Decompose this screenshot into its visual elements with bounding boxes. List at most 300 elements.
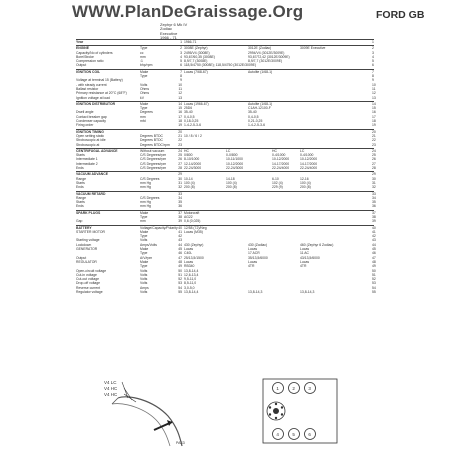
spec-cell-l: Cut-in voltage — [76, 272, 97, 277]
spec-cell-a: 22-24/3000 — [184, 166, 202, 171]
spec-cell-l: Starts — [76, 180, 85, 185]
spec-cell-r: 18 — [372, 119, 376, 124]
spec-cell-b: 0-0/800 — [226, 153, 238, 158]
spec-cell-l: IGNITION TIMING — [76, 129, 104, 134]
diagram-label: V4 LC — [104, 380, 117, 385]
spec-cell-l: Output — [76, 63, 87, 68]
cylinder-number: 3 — [308, 385, 311, 391]
spec-cell-u: mm — [140, 114, 146, 119]
cylinder-number: 1 — [276, 385, 279, 391]
spec-cell-n: 46 — [178, 251, 182, 256]
spec-cell-n: 41 — [178, 229, 182, 234]
spec-cell-u: mfd — [140, 119, 146, 124]
spec-cell-a: 0/800 — [184, 153, 193, 158]
spec-row — [76, 290, 374, 294]
spec-section — [76, 148, 374, 170]
spec-section — [76, 191, 374, 209]
spec-cell-r: 36 — [372, 204, 376, 209]
spec-cell-n: 16 — [178, 110, 182, 115]
spec-cell-a: 200 (8) — [184, 185, 195, 190]
diagram-label: V4 HC — [104, 386, 118, 391]
spec-cell-e: 200 (8) — [300, 185, 311, 190]
spec-cell-l: REGULATOR — [76, 259, 97, 264]
spec-cell-n: 24 — [178, 148, 182, 153]
spec-cell-n: 54 — [178, 285, 182, 290]
spec-cell-r: 45 — [372, 247, 376, 252]
spec-cell-c: 1-4-2-5-3-6 — [248, 123, 265, 128]
spec-cell-n: 38 — [178, 214, 182, 219]
spec-cell-c: 3012E (Zodiac) — [248, 46, 272, 51]
spec-cell-n: 45 — [178, 247, 182, 252]
spec-cell-a: 8-10/1000 — [184, 157, 200, 162]
spec-cell-u: Make — [140, 247, 149, 252]
spec-cell-r: 4 — [372, 54, 374, 59]
spec-cell-u: kV — [140, 95, 144, 100]
spec-cell-n: 11 — [178, 86, 182, 91]
spec-cell-n: 51 — [178, 272, 182, 277]
spec-cell-l: Ballast resistor — [76, 86, 99, 91]
spec-cell-a: 0,4-0,5 — [184, 114, 195, 119]
spec-cell-r: 52 — [372, 277, 376, 282]
spec-cell-n: 37 — [178, 210, 182, 215]
spec-cell-r: 42 — [372, 234, 376, 239]
spec-cell-c: 0,21-0,25 — [248, 119, 263, 124]
spec-row — [76, 185, 374, 189]
spec-cell-n: 48 — [178, 259, 182, 264]
spec-cell-u: Type — [140, 214, 148, 219]
spec-cell-u: Type — [140, 106, 148, 111]
spec-cell-b: LC — [226, 148, 231, 153]
spec-cell-n: 19 — [178, 123, 182, 128]
spec-cell-u: mm Hg — [140, 200, 151, 205]
spec-cell-u: :1 — [140, 59, 143, 64]
spec-cell-l: VACUUM ADVANCE — [76, 172, 108, 177]
spec-cell-c: Autolite (1/68-1) — [248, 101, 273, 106]
spec-cell-n: 2 — [180, 46, 182, 51]
spec-cell-r: 10 — [372, 82, 376, 87]
spec-cell-n: 42 — [178, 234, 182, 239]
spec-cell-d: 0-4/1000 — [272, 153, 286, 158]
spec-cell-r: 21 — [372, 133, 376, 138]
spec-cell-b: 100 (4) — [226, 180, 237, 185]
spec-cell-u: A/V/rpm — [140, 255, 153, 260]
spec-cell-n: 8 — [180, 74, 182, 79]
spec-cell-n: 6 — [180, 63, 182, 68]
spec-cell-r: 8 — [372, 74, 374, 79]
spec-cell-l: IGNITION COIL — [76, 69, 101, 74]
spec-cell-r: 28 — [372, 166, 376, 171]
spec-cell-r: 40 — [372, 225, 376, 230]
spec-cell-n: 27 — [178, 161, 182, 166]
brand-title: FORD GB — [376, 9, 425, 21]
spec-cell-u: Degrees BTDC — [140, 138, 163, 143]
spec-cell-l: Ends — [76, 185, 84, 190]
spec-cell-c: 93,67/72,42 (3012E/3009E) — [248, 54, 290, 59]
spec-cell-a: RB340 — [184, 264, 195, 269]
spec-cell-u: Type — [140, 46, 148, 51]
spec-cell-r: 47 — [372, 255, 376, 260]
spec-cell-e: Lucas — [300, 247, 310, 252]
spec-cell-r: 11 — [372, 86, 376, 91]
spec-cell-u: cc — [140, 50, 144, 55]
spec-cell-a: 1-4-2-5-3-6 — [184, 123, 201, 128]
spec-cell-b: 14-18 — [226, 176, 235, 181]
spec-cell-l: Stroboscopic at — [76, 142, 100, 147]
spec-cell-n: 1 — [180, 40, 182, 44]
spec-cell-e: 460 (Zephyr 6 Zodiac) — [300, 242, 334, 247]
spec-cell-a: HC — [184, 148, 189, 153]
spec-cell-a: 25/13,5/1500 — [184, 255, 204, 260]
spec-cell-l: IGNITION DISTRIBUTOR — [76, 101, 116, 106]
spec-cell-r: 44 — [372, 242, 376, 247]
spec-cell-n: 35 — [178, 200, 182, 205]
spec-cell-u: C/S Degrees/rpm — [140, 153, 167, 158]
spec-cell-u: Degrees BTDC/rpm — [140, 142, 170, 147]
spec-cell-n: 29 — [178, 172, 182, 177]
spec-cell-r: 12 — [372, 91, 376, 96]
spec-cell-l: Intermediate 1 — [76, 157, 98, 162]
spec-cell-n: 18 — [178, 119, 182, 124]
spec-cell-n: 7 — [180, 69, 182, 74]
spec-cell-n: 25 — [178, 153, 182, 158]
spec-cell-c: 17 ACR — [248, 251, 260, 256]
spec-cell-a: 12/58 (72)/Neg — [184, 225, 207, 230]
spec-cell-r: 16 — [372, 110, 376, 115]
spec-cell-r: 7 — [372, 69, 374, 74]
spec-cell-c: 13,8-14,3 — [248, 290, 263, 295]
timing-mark-diagram — [98, 376, 190, 446]
spec-cell-e: Lucas — [300, 259, 310, 264]
spec-cell-l: Reverse current — [76, 285, 101, 290]
spec-cell-u: Amps/Volts — [140, 242, 157, 247]
spec-cell-r: 1 — [372, 40, 374, 44]
spec-cell-b: 22-24/3000 — [226, 166, 244, 171]
spec-cell-e: 3009E Executive — [300, 46, 326, 51]
spec-cell-a: Lucas — [184, 259, 194, 264]
spec-cell-c: 2994/V4 (3012E/3009E) — [248, 50, 285, 55]
spec-row — [76, 96, 374, 100]
spec-cell-n: 49 — [178, 264, 182, 269]
spec-cell-r: 23 — [372, 142, 376, 147]
spec-cell-e: 13,8-14,3 — [300, 290, 315, 295]
spec-cell-r: 2 — [372, 46, 374, 51]
spec-cell-u: C/S Degrees/rpm — [140, 157, 167, 162]
spec-cell-l: Dwell angle — [76, 110, 94, 115]
spec-cell-n: 10 — [178, 82, 182, 87]
spec-cell-u: Type — [140, 264, 148, 269]
spec-cell-r: 3 — [372, 50, 374, 55]
spec-row — [76, 63, 374, 67]
spec-cell-n: 34 — [178, 195, 182, 200]
spec-cell-a: 3008E (Zephyr) — [184, 46, 208, 51]
spec-cell-r: 6 — [372, 63, 374, 68]
spec-cell-u: Ohms — [140, 91, 150, 96]
spec-cell-n: 5 — [180, 59, 182, 64]
spec-cell-d: 6-10 — [272, 176, 279, 181]
spec-cell-e: 100 (4) — [300, 180, 311, 185]
spec-cell-n: 3 — [180, 50, 182, 55]
spec-cell-r: 50 — [372, 268, 376, 273]
spec-cell-r: 32 — [372, 185, 376, 190]
cylinder-number: 5 — [292, 431, 295, 437]
cylinder-number: 6 — [308, 431, 311, 437]
spec-cell-a: AG22 — [184, 214, 193, 219]
spec-cell-l: Open setting static — [76, 133, 105, 138]
spec-cell-u: Make — [140, 259, 149, 264]
spec-cell-r: 24 — [372, 148, 376, 153]
spec-cell-l: GENERATOR — [76, 247, 98, 252]
spec-cell-e: 11 AC — [300, 251, 309, 256]
spec-cell-n: 4 — [180, 54, 182, 59]
spec-cell-n: 9 — [180, 78, 182, 83]
spec-cell-r: 55 — [372, 290, 376, 295]
spec-cell-a: 0,18-0,25 — [184, 119, 199, 124]
spec-cell-r: 51 — [372, 272, 376, 277]
spec-cell-e: 10-12/2000 — [300, 157, 318, 162]
spec-cell-n: 30 — [178, 176, 182, 181]
spec-cell-u: Make — [140, 69, 149, 74]
spec-cell-u: Make — [140, 210, 149, 215]
spec-cell-l: Year — [76, 40, 84, 44]
spec-cell-r: 41 — [372, 229, 376, 234]
spec-cell-l: Voltage at terminal 15 (Battery) — [76, 78, 123, 83]
spec-cell-a: 3,0-5,0 — [184, 285, 195, 290]
spec-cell-n: 31 — [178, 180, 182, 185]
spec-cell-e: 4TR — [300, 264, 307, 269]
spec-cell-u: C/S Degrees — [140, 195, 160, 200]
spec-cell-r: 15 — [372, 106, 376, 111]
spec-cell-u: mm — [140, 54, 146, 59]
spec-cell-u: Type — [140, 234, 148, 239]
spec-cell-l: STARTER MOTOR — [76, 229, 106, 234]
spec-cell-r: 17 — [372, 114, 376, 119]
spec-cell-l: CENTRIFUGAL ADVANCE — [76, 148, 118, 153]
spec-cell-n: 52 — [178, 277, 182, 282]
spec-cell-n: 39 — [178, 219, 182, 224]
spec-cell-n: 12 — [178, 91, 182, 96]
spec-cell-u: Volts — [140, 281, 148, 286]
spec-cell-l: Regulator voltage — [76, 290, 103, 295]
spec-cell-c: 35-40 — [248, 110, 257, 115]
spec-cell-n: 13 — [178, 95, 182, 100]
spec-cell-r: 34 — [372, 195, 376, 200]
spec-cell-l: - with steady current — [76, 82, 107, 87]
spec-section — [76, 225, 374, 295]
spec-cell-r: 46 — [372, 251, 376, 256]
spec-cell-a: 25D6 — [184, 106, 193, 111]
spec-cell-l: Range — [76, 195, 86, 200]
spec-cell-u: Make — [140, 101, 149, 106]
spec-cell-c: C1AH-12100-F — [248, 106, 271, 111]
spec-cell-u: mm Hg — [140, 180, 151, 185]
spec-cell-n: 17 — [178, 114, 182, 119]
spec-cell-r: 49 — [372, 264, 376, 269]
spec-cell-n: 23 — [178, 142, 182, 147]
spec-cell-n: 21 — [178, 133, 182, 138]
spec-cell-a: 430 (Zephyr) — [184, 242, 204, 247]
spec-cell-a: 12,6-13,4 — [184, 272, 199, 277]
spec-cell-c: Lucas — [248, 247, 258, 252]
spec-cell-u: Volts — [140, 272, 148, 277]
spec-cell-l: Output — [76, 255, 87, 260]
spec-cell-n: 15 — [178, 106, 182, 111]
spec-cell-l: Range — [76, 176, 86, 181]
model-line: Zephyr 6 Mk IV — [160, 22, 188, 27]
spec-cell-n: 28 — [178, 166, 182, 171]
spec-section — [76, 69, 374, 100]
spec-row — [76, 166, 374, 170]
watermark: WWW.PlanDeGraissage.Org — [72, 2, 304, 21]
spec-cell-u: Type — [140, 74, 148, 79]
spec-cell-l: Lockdown — [76, 242, 92, 247]
spec-cell-r: 25 — [372, 153, 376, 158]
spec-cell-u: mm Hg — [140, 185, 151, 190]
spec-cell-d: 10-12/2000 — [272, 157, 290, 162]
spec-cell-u: Type — [140, 251, 148, 256]
cylinder-number: 2 — [292, 385, 295, 391]
firing-order-diagram — [262, 378, 338, 444]
spec-cell-n: 53 — [178, 281, 182, 286]
spec-section — [76, 210, 374, 224]
spec-cell-r: 48 — [372, 259, 376, 264]
spec-cell-u: mm Hg — [140, 204, 151, 209]
diagram-caption: PAS3 — [176, 441, 185, 445]
spec-cell-a: 35-40 — [184, 110, 193, 115]
spec-cell-l: BATTERY — [76, 225, 92, 230]
spec-row — [76, 143, 374, 147]
spec-cell-r: 54 — [372, 285, 376, 290]
spec-cell-a: 13,8-14,4 — [184, 268, 199, 273]
spec-cell-b: 10-12/2000 — [226, 161, 244, 166]
spec-cell-c: 430 (Zodiac) — [248, 242, 268, 247]
spec-cell-n: 50 — [178, 268, 182, 273]
spec-cell-a: Motorcraft — [184, 210, 200, 215]
spec-cell-r: 20 — [372, 129, 376, 134]
spec-cell-a: 8,9/7,7 (3008E) — [184, 59, 208, 64]
spec-cell-d: HC — [272, 148, 277, 153]
spec-cell-u: Volts — [140, 268, 148, 273]
spec-cell-n: 26 — [178, 157, 182, 162]
spec-cell-l: Stroboscopic at idle — [76, 138, 106, 143]
spec-cell-r: 53 — [372, 281, 376, 286]
spec-cell-r: 39 — [372, 219, 376, 224]
spec-cell-a: 10-14 — [184, 176, 193, 181]
spec-cell-l: Contact breaker gap — [76, 114, 107, 119]
spec-table — [76, 34, 376, 295]
spec-cell-l: VACUUM RETARD — [76, 191, 106, 196]
spec-cell-r: 27 — [372, 161, 376, 166]
spec-cell-r: 31 — [372, 180, 376, 185]
spec-cell-l: Condenser capacity — [76, 119, 106, 124]
model-line: 1966 - 71 — [160, 34, 177, 40]
spec-cell-l: SPARK PLUGS — [76, 210, 101, 215]
spec-section — [76, 171, 374, 189]
spec-cell-u: bhp/rpm — [140, 63, 153, 68]
spec-cell-n: 22 — [178, 138, 182, 143]
spec-cell-a: 100 (4) — [184, 180, 195, 185]
spec-cell-a: 1966-71 — [184, 40, 197, 44]
spec-cell-l: Compression ratio — [76, 59, 104, 64]
spec-cell-c: 0,4-0,5 — [248, 114, 259, 119]
spec-cell-a: 9,5-11,0 — [184, 277, 197, 282]
spec-cell-d: 22-24/4000 — [272, 166, 290, 171]
spec-cell-a: C40L — [184, 251, 193, 256]
spec-cell-r: 37 — [372, 210, 376, 215]
spec-cell-r: 9 — [372, 78, 374, 83]
spec-cell-e: 22-24/4000 — [300, 166, 318, 171]
spec-cell-u: Volts — [140, 290, 148, 295]
spec-cell-l: Ends — [76, 204, 84, 209]
spec-cell-u: Make — [140, 229, 149, 234]
spec-cell-u: Degrees BTDC — [140, 133, 163, 138]
spec-cell-u: Ohms — [140, 86, 150, 91]
spec-cell-n: 20 — [178, 129, 182, 134]
spec-cell-u: C/S Degrees/rpm — [140, 161, 167, 166]
spec-cell-r: 26 — [372, 157, 376, 162]
spec-cell-b: 200 (8) — [226, 185, 237, 190]
model-line: Executive — [160, 30, 178, 36]
spec-section — [76, 45, 374, 67]
spec-cell-l: Starts — [76, 200, 85, 205]
spec-cell-e: 0-4/1000 — [300, 153, 314, 158]
spec-cell-a: 93,67/60,35 (3008E) — [184, 54, 215, 59]
spec-cell-n: 40 — [178, 225, 182, 230]
spec-cell-r: 13 — [372, 95, 376, 100]
spec-section — [76, 39, 374, 44]
spec-cell-r: 43 — [372, 238, 376, 243]
diagram-label: V4 HC — [104, 392, 118, 397]
spec-cell-r: 38 — [372, 214, 376, 219]
cylinder-number: 4 — [276, 431, 279, 437]
spec-cell-d: 14-17/2000 — [272, 161, 290, 166]
spec-cell-l: Primary resistance at 20°C (68°F) — [76, 91, 127, 96]
spec-cell-n: 47 — [178, 255, 182, 260]
spec-cell-a: Lucas (7/68-67) — [184, 69, 208, 74]
spec-cell-u: Degrees — [140, 110, 153, 115]
spec-cell-l: Drop-off voltage — [76, 281, 101, 286]
spec-cell-a: 118,5/4750 (3008E); 118,5/4750 (3012E/3009E) — [184, 63, 257, 68]
spec-cell-l: Intermediate 2 — [76, 161, 98, 166]
spec-cell-n: 33 — [178, 191, 182, 196]
spec-cell-l: Ignition voltage at load — [76, 95, 110, 100]
spec-cell-e: 43/13,5/6000 — [300, 255, 320, 260]
spec-cell-l: Cut-out voltage — [76, 277, 99, 282]
spec-cell-l: ENGINE — [76, 46, 89, 51]
spec-cell-u: Volts — [140, 277, 148, 282]
spec-cell-c: 8,9/7,7 (3012E/3009E) — [248, 59, 283, 64]
spec-cell-a: 10 / 8 / 6 / 2 — [184, 133, 202, 138]
spec-cell-n: 36 — [178, 204, 182, 209]
spec-cell-e: 12-16 — [300, 176, 309, 181]
spec-cell-c: Autolite (1/68-1) — [248, 69, 273, 74]
spec-row — [76, 219, 374, 223]
spec-cell-r: 22 — [372, 138, 376, 143]
spec-cell-a: Lucas — [184, 247, 194, 252]
spec-cell-d: 102 (4) — [272, 180, 283, 185]
spec-cell-n: 14 — [178, 101, 182, 106]
spec-cell-a: Lucas (M35) — [184, 229, 203, 234]
spec-cell-a: 8,5-11,0 — [184, 281, 197, 286]
spec-cell-u: Amps — [140, 285, 149, 290]
spec-cell-r: 33 — [372, 191, 376, 196]
spec-cell-r: 29 — [372, 172, 376, 177]
spec-row — [76, 204, 374, 208]
spec-cell-l: Bore/Stroke — [76, 54, 94, 59]
spec-cell-a: Lucas (1966-67) — [184, 101, 209, 106]
distributor-cap-icon — [267, 402, 285, 420]
spec-cell-r: 30 — [372, 176, 376, 181]
spec-cell-u: C/S Degrees/rpm — [140, 166, 167, 171]
